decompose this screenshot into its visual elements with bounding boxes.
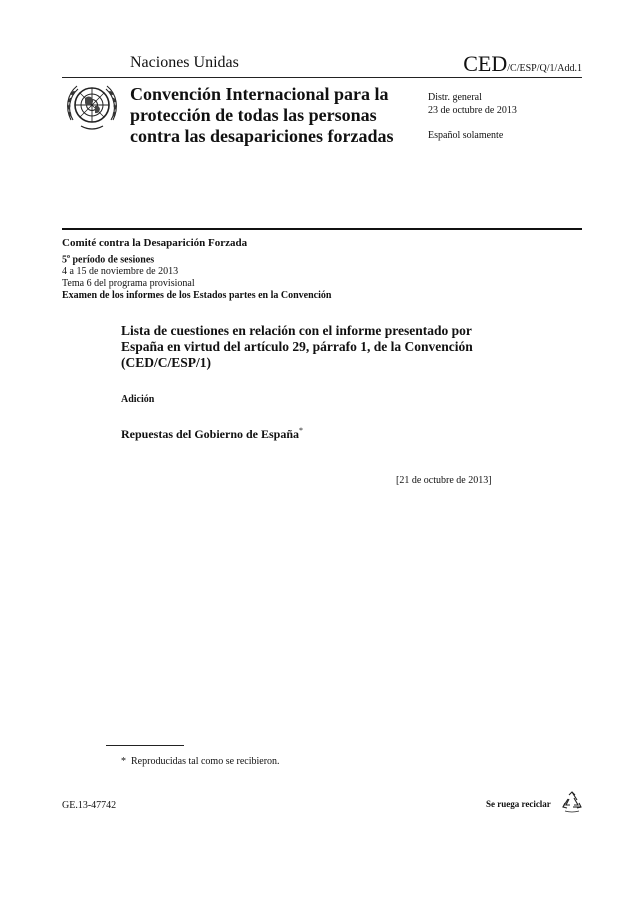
header-rule xyxy=(62,77,582,78)
org-name: Naciones Unidas xyxy=(130,54,239,71)
recycle-notice xyxy=(486,791,582,817)
received-date: [21 de octubre de 2013] xyxy=(396,475,492,486)
un-emblem-icon xyxy=(63,80,121,134)
job-number: GE.13-47742 xyxy=(62,800,117,811)
footnote-marker: * xyxy=(121,756,126,767)
footnote-marker: * xyxy=(299,426,304,435)
symbol-main: CED xyxy=(463,51,508,76)
convention-title-line: Convención Internacional para la xyxy=(130,84,389,104)
committee-name: Comité contra la Desaparición Forzada xyxy=(62,237,248,249)
replies-text: Repuestas del Gobierno de España xyxy=(121,427,300,441)
committee-block xyxy=(62,237,331,302)
distribution-language: Español solamente xyxy=(428,130,504,141)
document-title-line: Lista de cuestiones en relación con el informe presentado por xyxy=(121,323,472,338)
recycle-text: Se ruega reciclar xyxy=(486,799,551,809)
session-ordinal: o xyxy=(67,254,70,260)
symbol-rest: /C/ESP/Q/1/Add.1 xyxy=(507,63,582,74)
convention-title-line: contra las desapariciones forzadas xyxy=(130,126,394,146)
addendum-label: Adición xyxy=(121,394,155,405)
distribution-date: 23 de octubre de 2013 xyxy=(428,105,517,116)
session-label: período de sesiones xyxy=(70,254,155,266)
distribution-type: Distr. general xyxy=(428,92,482,103)
footnote-rule xyxy=(106,745,184,746)
document-title xyxy=(121,323,541,371)
agenda-title: Examen de los informes de los Estados partes en la Convención xyxy=(62,290,332,302)
recycle-icon xyxy=(562,791,582,813)
session-dates: 4 a 15 de noviembre de 2013 xyxy=(62,266,179,278)
document-header xyxy=(62,52,582,78)
replies-heading xyxy=(121,426,303,442)
convention-title xyxy=(130,84,415,147)
convention-title-line: protección de todas las personas xyxy=(130,105,377,125)
footnote xyxy=(121,756,280,767)
document-title-line: España en virtud del artículo 29, párrafo 1, de la Convención xyxy=(121,339,473,354)
section-rule xyxy=(62,228,582,230)
agenda-item: Tema 6 del programa provisional xyxy=(62,278,195,290)
distribution-block xyxy=(428,91,517,142)
footnote-text: Reproducidas tal como se recibieron. xyxy=(131,756,280,767)
document-title-line: (CED/C/ESP/1) xyxy=(121,355,212,370)
committee-session xyxy=(62,251,331,266)
session-number: 5 xyxy=(62,254,67,266)
